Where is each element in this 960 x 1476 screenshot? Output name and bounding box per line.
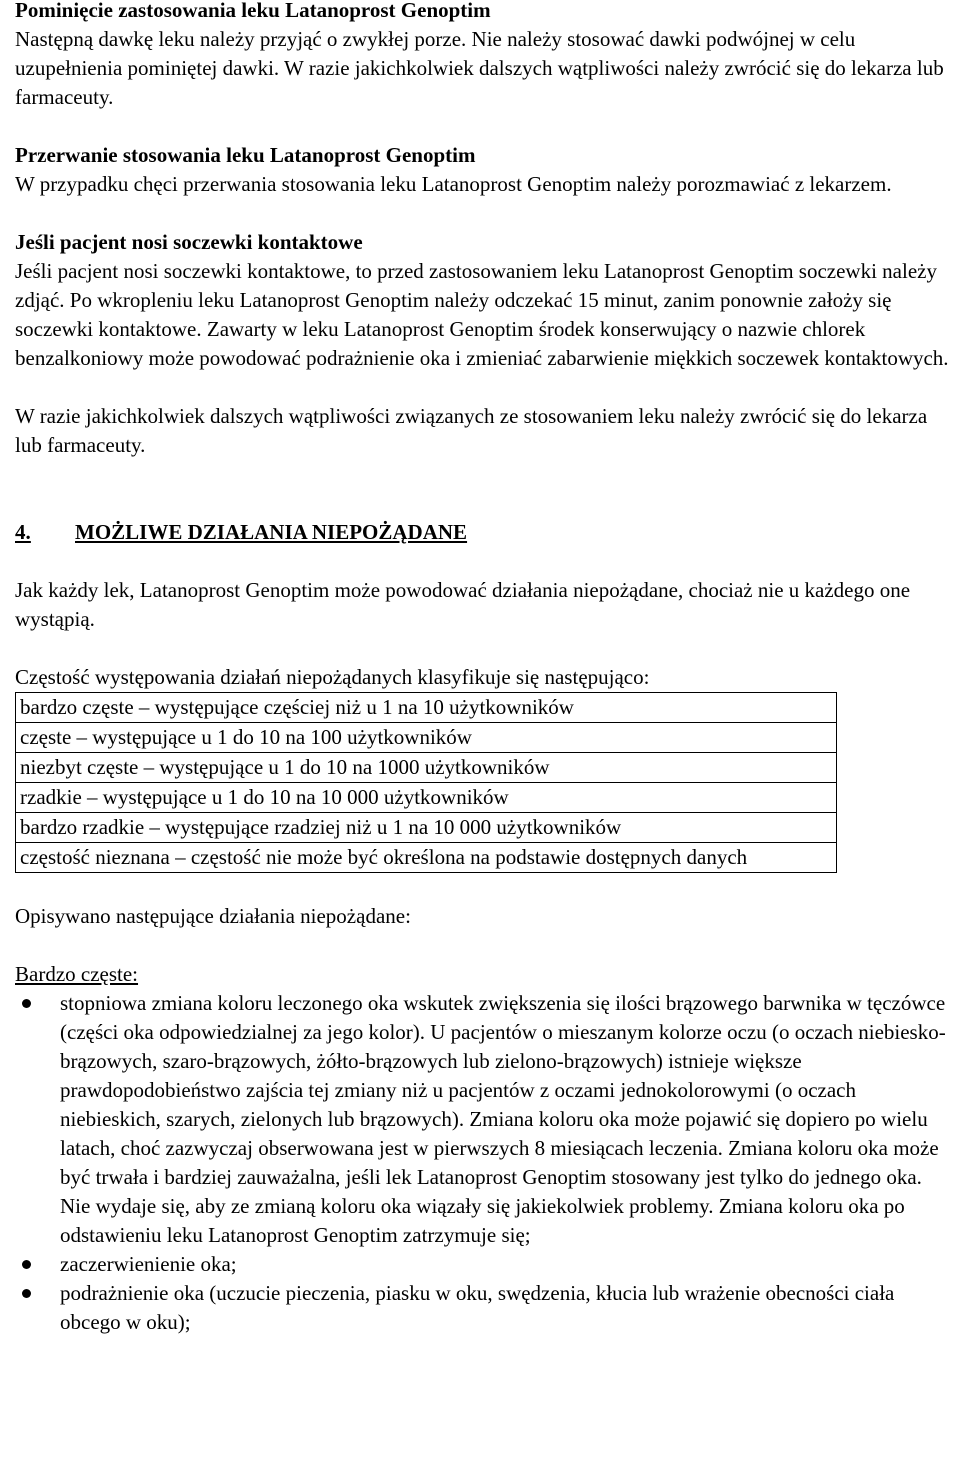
section-missed-dose-title: Pominięcie zastosowania leku Latanoprost Genoptim: [15, 0, 491, 22]
table-row: [16, 723, 837, 753]
section-4-heading: [15, 518, 950, 547]
list-item: podrażnienie oka (uczucie pieczenia, piasku w oku, swędzenia, kłucia lub wrażenie obecności ciała obcego w oku);: [15, 1279, 950, 1337]
section-lenses-text: Jeśli pacjent nosi soczewki kontaktowe, to przed zastosowaniem leku Latanoprost Genoptim soczewki należy zdjąć. Po wkropleniu leku Latanoprost Genoptim należy odczekać 15 minut, zanim ponownie założy się soczewki kontaktowe. Zawarty w leku Latanoprost Genoptim środek konserwujący o nazwie chlorek benzalkoniowy może powodować podrażnienie oka i zmieniać zabarwienie miękkich soczewek kontaktowych.: [15, 259, 949, 370]
section-4-number: 4.: [15, 520, 31, 544]
section-missed-dose: [15, 0, 950, 112]
table-row: [16, 753, 837, 783]
section-stop-text: W przypadku chęci przerwania stosowania leku Latanoprost Genoptim należy porozmawiać z lekarzem.: [15, 172, 892, 196]
very-common-list: [15, 989, 950, 1337]
table-row: [16, 813, 837, 843]
frequency-cell: rzadkie – występujące u 1 do 10 na 10 000 użytkowników: [16, 783, 837, 813]
table-row: [16, 693, 837, 723]
leaflet-page: [15, 0, 950, 1337]
table-row: [16, 783, 837, 813]
frequency-cell: bardzo rzadkie – występujące rzadziej niż u 1 na 10 000 użytkowników: [16, 813, 837, 843]
frequency-cell: bardzo częste – występujące częściej niż u 1 na 10 użytkowników: [16, 693, 837, 723]
very-common-label: Bardzo częste:: [15, 962, 139, 986]
observed-effects-intro: Opisywano następujące działania niepożądane:: [15, 904, 411, 928]
frequency-intro: Częstość występowania działań niepożądanych klasyfikuje się następująco:: [15, 665, 650, 689]
section-missed-dose-text: Następną dawkę leku należy przyjąć o zwykłej porze. Nie należy stosować dawki podwójnej w celu uzupełnienia pominiętej dawki. W razie jakichkolwiek dalszych wątpliwości należy zwrócić się do lekarza lub farmaceuty.: [15, 27, 944, 109]
table-row: [16, 843, 837, 873]
section-4-title: MOŻLIWE DZIAŁANIA NIEPOŻĄDANE: [75, 520, 468, 544]
frequency-cell: niezbyt częste – występujące u 1 do 10 na 1000 użytkowników: [16, 753, 837, 783]
section-stop-treatment: [15, 141, 950, 199]
section-contact-lenses: [15, 228, 950, 373]
frequency-cell: częstość nieznana – częstość nie może być określona na podstawie dostępnych danych: [16, 843, 837, 873]
list-item: stopniowa zmiana koloru leczonego oka wskutek zwiększenia się ilości brązowego barwnika w tęczówce (części oka odpowiedzialnej za jego kolor). U pacjentów o mieszanym kolorze oczu (o oczach niebiesko-brązowych, szaro-brązowych, żółto-brązowych lub zielono-brązowych) istnieje większe prawdopodobieństwo zajścia tej zmiany niż u pacjentów z oczami jednokolorowymi (o oczach niebieskich, szarych, zielonych lub brązowych). Zmiana koloru oka może pojawić się dopiero po wielu latach, choć zazwyczaj obserwowana jest w pierwszych 8 miesiącach leczenia. Zmiana koloru oka może być trwała i bardziej zauważalna, jeśli lek Latanoprost Genoptim stosowany jest tylko do jednego oka. Nie wydaje się, aby ze zmianą koloru oka wiązały się jakiekolwiek problemy. Zmiana koloru oka po odstawieniu leku Latanoprost Genoptim zatrzymuje się;: [15, 989, 950, 1250]
frequency-cell: częste – występujące u 1 do 10 na 100 użytkowników: [16, 723, 837, 753]
section-4-intro: Jak każdy lek, Latanoprost Genoptim może powodować działania niepożądane, chociaż nie u każdego one wystąpią.: [15, 578, 911, 631]
list-item: zaczerwienienie oka;: [15, 1250, 950, 1279]
section-stop-title: Przerwanie stosowania leku Latanoprost Genoptim: [15, 143, 476, 167]
questions-paragraph: W razie jakichkolwiek dalszych wątpliwości związanych ze stosowaniem leku należy zwrócić się do lekarza lub farmaceuty.: [15, 404, 928, 457]
section-lenses-title: Jeśli pacjent nosi soczewki kontaktowe: [15, 230, 363, 254]
frequency-table: [15, 692, 837, 873]
